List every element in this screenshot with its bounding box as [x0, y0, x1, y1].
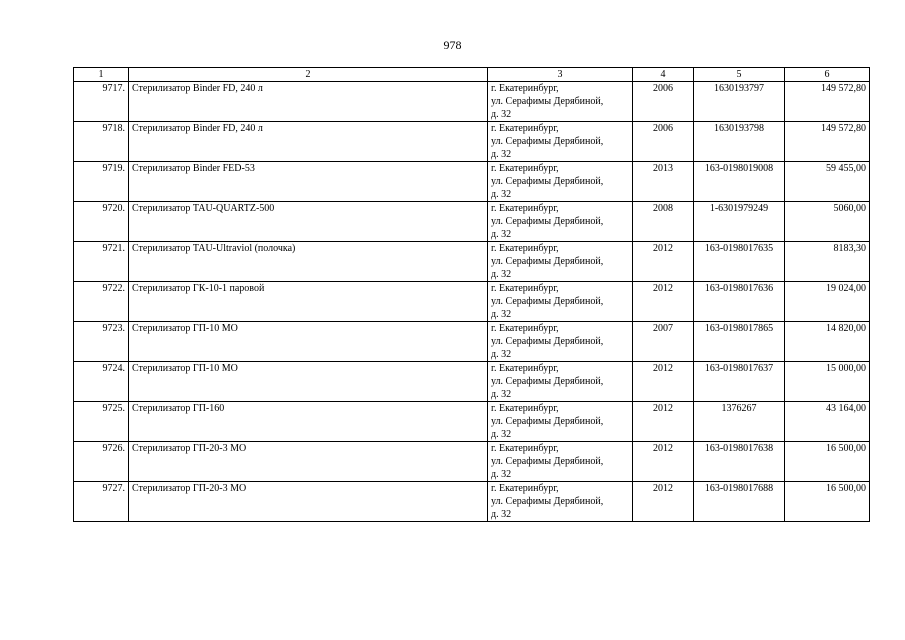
item-cost: 59 455,00	[785, 162, 870, 202]
item-name: Стерилизатор ГП-20-3 МО	[129, 482, 488, 522]
address-line: д. 32	[491, 109, 512, 120]
address-line: ул. Серафимы Дерябиной,	[491, 416, 604, 427]
address-line: ул. Серафимы Дерябиной,	[491, 136, 604, 147]
inventory-number: 1-6301979249	[694, 202, 785, 242]
table-row	[74, 162, 870, 202]
item-cost: 19 024,00	[785, 282, 870, 322]
table-row	[74, 362, 870, 402]
item-address	[488, 202, 633, 242]
inventory-number: 163-0198017636	[694, 282, 785, 322]
address-line: г. Екатеринбург,	[491, 443, 559, 454]
address-line: ул. Серафимы Дерябиной,	[491, 256, 604, 267]
item-name: Стерилизатор ГП-10 МО	[129, 362, 488, 402]
item-name: Стерилизатор ГП-160	[129, 402, 488, 442]
header-col-3: 3	[488, 68, 633, 82]
item-address	[488, 242, 633, 282]
address-line: г. Екатеринбург,	[491, 483, 559, 494]
address-line: г. Екатеринбург,	[491, 83, 559, 94]
item-cost: 16 500,00	[785, 482, 870, 522]
item-address	[488, 162, 633, 202]
header-col-2: 2	[129, 68, 488, 82]
address-line: ул. Серафимы Дерябиной,	[491, 216, 604, 227]
address-line: г. Екатеринбург,	[491, 363, 559, 374]
item-year: 2013	[633, 162, 694, 202]
address-line: г. Екатеринбург,	[491, 163, 559, 174]
row-number: 9720.	[74, 202, 129, 242]
item-cost: 149 572,80	[785, 82, 870, 122]
item-year: 2006	[633, 82, 694, 122]
address-line: д. 32	[491, 389, 512, 400]
item-name: Стерилизатор TAU-QUARTZ-500	[129, 202, 488, 242]
inventory-number: 163-0198017688	[694, 482, 785, 522]
item-year: 2012	[633, 362, 694, 402]
item-name: Стерилизатор ГК-10-1 паровой	[129, 282, 488, 322]
item-address	[488, 442, 633, 482]
item-name: Стерилизатор Binder FD, 240 л	[129, 122, 488, 162]
address-line: г. Екатеринбург,	[491, 323, 559, 334]
row-number: 9726.	[74, 442, 129, 482]
address-line: г. Екатеринбург,	[491, 123, 559, 134]
item-cost: 14 820,00	[785, 322, 870, 362]
inventory-number: 1630193797	[694, 82, 785, 122]
table-row	[74, 122, 870, 162]
header-col-5: 5	[694, 68, 785, 82]
address-line: ул. Серафимы Дерябиной,	[491, 336, 604, 347]
address-line: ул. Серафимы Дерябиной,	[491, 456, 604, 467]
item-year: 2012	[633, 242, 694, 282]
item-year: 2006	[633, 122, 694, 162]
row-number: 9717.	[74, 82, 129, 122]
item-address	[488, 282, 633, 322]
table-row	[74, 282, 870, 322]
address-line: д. 32	[491, 149, 512, 160]
address-line: д. 32	[491, 349, 512, 360]
item-name: Стерилизатор ГП-20-3 МО	[129, 442, 488, 482]
table-row	[74, 442, 870, 482]
row-number: 9725.	[74, 402, 129, 442]
row-number: 9724.	[74, 362, 129, 402]
address-line: д. 32	[491, 229, 512, 240]
table-row	[74, 242, 870, 282]
header-col-4: 4	[633, 68, 694, 82]
address-line: г. Екатеринбург,	[491, 243, 559, 254]
item-address	[488, 122, 633, 162]
item-address	[488, 402, 633, 442]
inventory-number: 163-0198019008	[694, 162, 785, 202]
address-line: ул. Серафимы Дерябиной,	[491, 296, 604, 307]
table-row	[74, 82, 870, 122]
table-row	[74, 482, 870, 522]
item-cost: 149 572,80	[785, 122, 870, 162]
address-line: ул. Серафимы Дерябиной,	[491, 96, 604, 107]
address-line: д. 32	[491, 269, 512, 280]
item-address	[488, 322, 633, 362]
inventory-number: 1376267	[694, 402, 785, 442]
item-address	[488, 482, 633, 522]
item-address	[488, 82, 633, 122]
address-line: ул. Серафимы Дерябиной,	[491, 176, 604, 187]
address-line: г. Екатеринбург,	[491, 283, 559, 294]
row-number: 9722.	[74, 282, 129, 322]
item-year: 2007	[633, 322, 694, 362]
row-number: 9723.	[74, 322, 129, 362]
table-row	[74, 402, 870, 442]
address-line: д. 32	[491, 309, 512, 320]
item-name: Стерилизатор Binder FD, 240 л	[129, 82, 488, 122]
header-col-1: 1	[74, 68, 129, 82]
item-name: Стерилизатор ГП-10 МО	[129, 322, 488, 362]
row-number: 9721.	[74, 242, 129, 282]
address-line: ул. Серафимы Дерябиной,	[491, 496, 604, 507]
inventory-number: 163-0198017638	[694, 442, 785, 482]
address-line: г. Екатеринбург,	[491, 203, 559, 214]
item-cost: 43 164,00	[785, 402, 870, 442]
address-line: д. 32	[491, 189, 512, 200]
address-line: г. Екатеринбург,	[491, 403, 559, 414]
inventory-number: 1630193798	[694, 122, 785, 162]
item-name: Стерилизатор TAU-Ultraviol (полочка)	[129, 242, 488, 282]
item-cost: 8183,30	[785, 242, 870, 282]
item-year: 2012	[633, 442, 694, 482]
item-cost: 16 500,00	[785, 442, 870, 482]
address-line: д. 32	[491, 469, 512, 480]
row-number: 9727.	[74, 482, 129, 522]
table-row	[74, 322, 870, 362]
header-row	[74, 68, 870, 82]
item-address	[488, 362, 633, 402]
header-col-6: 6	[785, 68, 870, 82]
item-year: 2012	[633, 482, 694, 522]
item-year: 2012	[633, 282, 694, 322]
inventory-number: 163-0198017635	[694, 242, 785, 282]
row-number: 9718.	[74, 122, 129, 162]
item-name: Стерилизатор Binder FED-53	[129, 162, 488, 202]
page-number: 978	[443, 38, 462, 52]
registry-table	[73, 67, 870, 522]
item-year: 2012	[633, 402, 694, 442]
address-line: д. 32	[491, 429, 512, 440]
item-year: 2008	[633, 202, 694, 242]
address-line: д. 32	[491, 509, 512, 520]
item-cost: 5060,00	[785, 202, 870, 242]
inventory-number: 163-0198017637	[694, 362, 785, 402]
item-cost: 15 000,00	[785, 362, 870, 402]
row-number: 9719.	[74, 162, 129, 202]
table-row	[74, 202, 870, 242]
inventory-number: 163-0198017865	[694, 322, 785, 362]
address-line: ул. Серафимы Дерябиной,	[491, 376, 604, 387]
